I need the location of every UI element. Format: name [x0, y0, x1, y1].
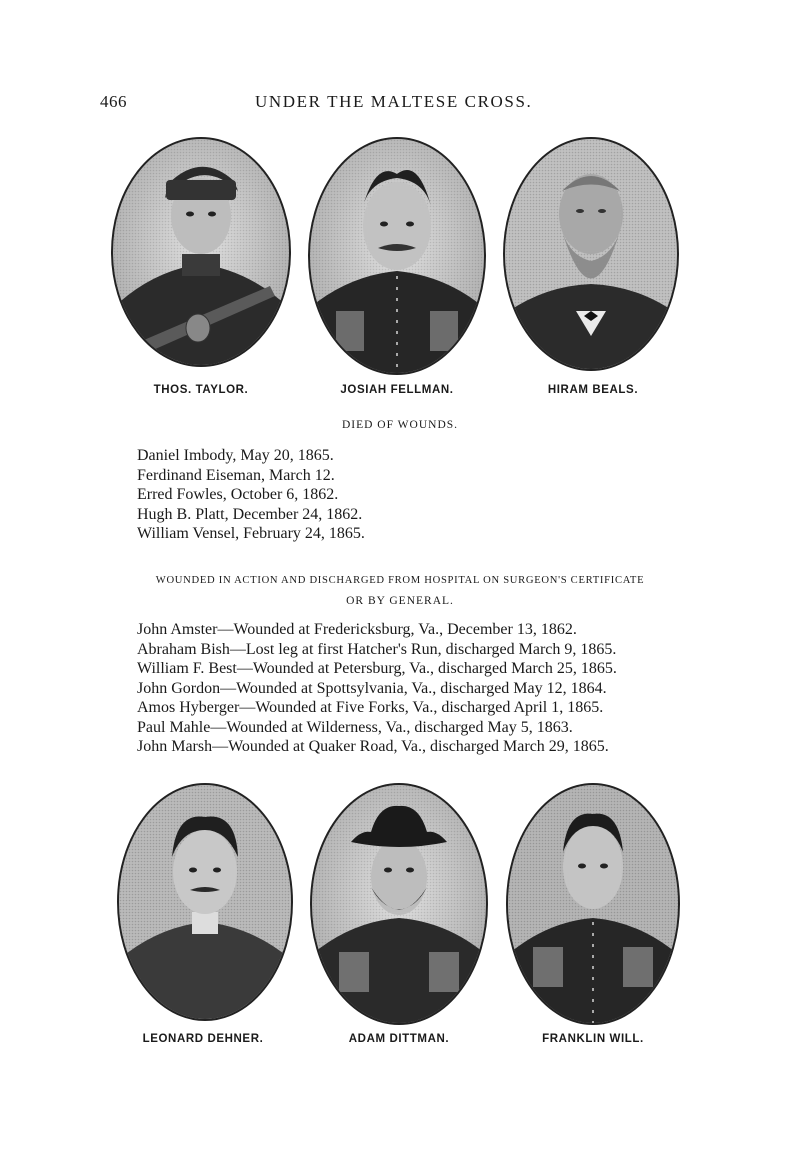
- portrait-hiram-beals: [502, 136, 680, 372]
- running-title: UNDER THE MALTESE CROSS.: [255, 92, 533, 111]
- list-item: John Amster—Wounded at Fredericksburg, Va., December 13, 1862.: [137, 621, 577, 638]
- portrait-image: [116, 782, 294, 1022]
- portrait-image: [309, 782, 489, 1026]
- list-item: William F. Best—Wounded at Petersburg, Va., discharged March 25, 1865.: [137, 660, 617, 677]
- portrait-adam-dittman: [309, 782, 489, 1026]
- portrait-image: [505, 782, 681, 1026]
- wounded-discharged-list: [137, 620, 617, 757]
- list-item: John Gordon—Wounded at Spottsylvania, Va., discharged May 12, 1864.: [137, 679, 607, 697]
- portrait-image: [502, 136, 680, 372]
- portrait-caption: HIRAM BEALS.: [547, 384, 639, 396]
- section-heading-wounded-line2: OR BY GENERAL.: [346, 595, 454, 607]
- portrait-image: [110, 136, 292, 368]
- portrait-thos-taylor: [110, 136, 292, 368]
- list-item: Abraham Bish—Lost leg at first Hatcher's Run, discharged March 9, 1865.: [137, 640, 617, 658]
- section-heading-died-of-wounds: DIED OF WOUNDS.: [341, 419, 459, 431]
- portrait-caption: THOS. TAYLOR.: [153, 384, 249, 396]
- portrait-leonard-dehner: [116, 782, 294, 1022]
- list-item: Paul Mahle—Wounded at Wilderness, Va., discharged May 5, 1863.: [137, 718, 573, 736]
- list-item: Daniel Imbody, May 20, 1865.: [137, 447, 334, 464]
- portrait-caption: ADAM DITTMAN.: [348, 1033, 450, 1045]
- died-of-wounds-list: [137, 446, 365, 544]
- portrait-caption: JOSIAH FELLMAN.: [340, 384, 454, 396]
- list-item: Hugh B. Platt, December 24, 1862.: [137, 505, 363, 523]
- portrait-caption: LEONARD DEHNER.: [142, 1033, 264, 1045]
- list-item: William Vensel, February 24, 1865.: [137, 525, 365, 542]
- page-header: [100, 92, 720, 116]
- portrait-franklin-will: [505, 782, 681, 1026]
- portrait-caption: FRANKLIN WILL.: [542, 1033, 644, 1045]
- list-item: John Marsh—Wounded at Quaker Road, Va., discharged March 29, 1865.: [137, 738, 609, 755]
- portrait-image: [306, 136, 488, 376]
- page-number: 466: [100, 92, 127, 111]
- portrait-josiah-fellman: [306, 136, 488, 376]
- list-item: Ferdinand Eiseman, March 12.: [137, 466, 335, 484]
- section-heading-wounded-line1: WOUNDED IN ACTION AND DISCHARGED FROM HOSPITAL ON SURGEON'S CERTIFICATE: [155, 575, 645, 586]
- list-item: Erred Fowles, October 6, 1862.: [137, 486, 339, 503]
- list-item: Amos Hyberger—Wounded at Five Forks, Va., discharged April 1, 1865.: [137, 699, 604, 716]
